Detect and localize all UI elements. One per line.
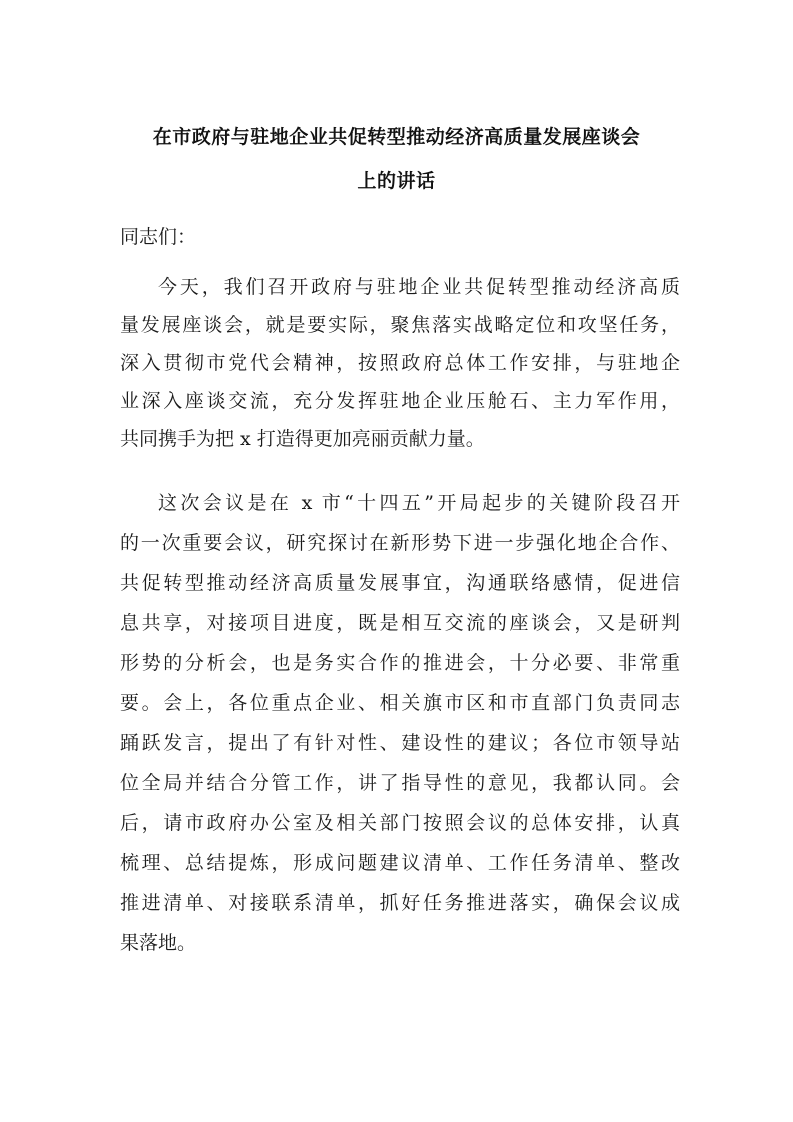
paragraph-line: 业深入座谈交流，充分发挥驻地企业压舱石、主力军作用，: [120, 390, 680, 412]
salutation: 同志们：: [120, 226, 197, 248]
document-title-line-1: 在市政府与驻地企业共促转型推动经济高质量发展座谈会: [152, 126, 641, 148]
paragraph-line: 量发展座谈会，就是要实际，聚焦落实战略定位和攻坚任务，: [120, 314, 680, 336]
paragraph-line: 深入贯彻市党代会精神，按照政府总体工作安排，与驻地企: [120, 352, 680, 374]
paragraph-line: 共促转型推动经济高质量发展事宜，沟通联络感情，促进信: [120, 572, 680, 594]
paragraph-line: 推进清单、对接联系清单，抓好任务推进落实，确保会议成: [120, 892, 680, 914]
paragraph-line: 后，请市政府办公室及相关部门按照会议的总体安排，认真: [120, 812, 680, 834]
paragraph-line: 息共享，对接项目进度，既是相互交流的座谈会，又是研判: [120, 612, 680, 634]
paragraph-line: 梳理、总结提炼，形成问题建议清单、工作任务清单、整改: [120, 852, 680, 874]
paragraph-line: 果落地。: [120, 932, 197, 954]
document-title-line-2: 上的讲话: [357, 170, 436, 192]
paragraph-line: 要。会上，各位重点企业、相关旗市区和市直部门负责同志: [120, 692, 680, 714]
paragraph-line: 这次会议是在 x 市“十四五”开局起步的关键阶段召开: [158, 492, 680, 514]
paragraph-line: 形势的分析会，也是务实合作的推进会，十分必要、非常重: [120, 652, 680, 674]
paragraph-line: 的一次重要会议，研究探讨在新形势下进一步强化地企合作、: [120, 532, 680, 554]
paragraph-line: 踊跃发言，提出了有针对性、建设性的建议；各位市领导站: [120, 732, 680, 754]
paragraph-line: 今天，我们召开政府与驻地企业共促转型推动经济高质: [158, 276, 680, 298]
paragraph-line: 位全局并结合分管工作，讲了指导性的意见，我都认同。会: [120, 772, 680, 794]
paragraph-line: 共同携手为把 x 打造得更加亮丽贡献力量。: [120, 428, 485, 450]
